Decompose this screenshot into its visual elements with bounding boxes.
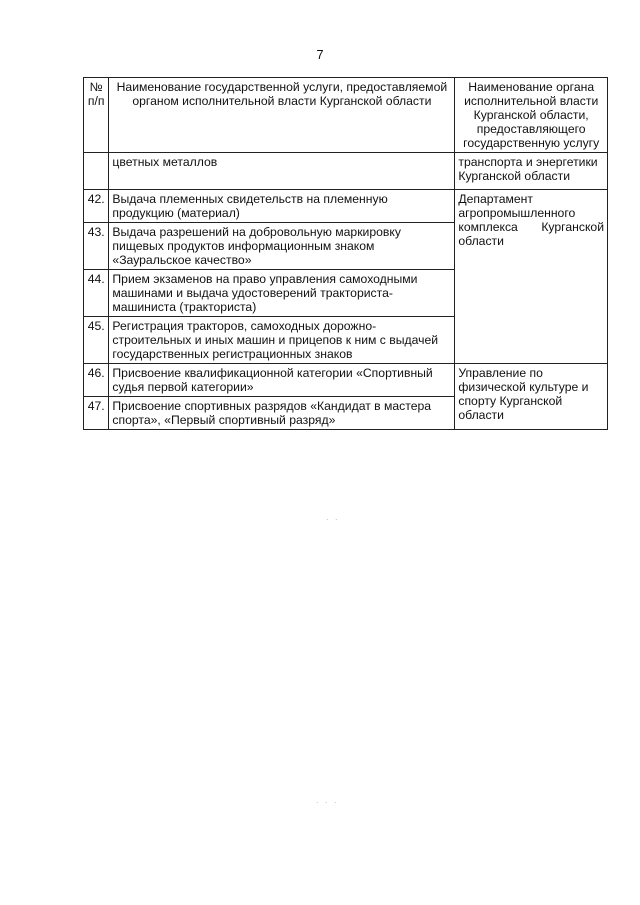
row-num: 47.: [84, 397, 109, 430]
row-num: 44.: [84, 270, 109, 317]
table-header-row: [84, 78, 608, 153]
row-service-name: цветных металлов: [109, 153, 455, 190]
row-service-name: Выдача разрешений на добровольную маркировку пищевых продуктов информационным знаком «Зауральское качество»: [109, 223, 455, 270]
row-num: 43.: [84, 223, 109, 270]
table-row: [84, 364, 608, 397]
services-table: [83, 77, 608, 430]
row-authority: Управление по физической культуре и спорту Курганской области: [455, 364, 608, 430]
row-service-name: Прием экзаменов на право управления самоходными машинами и выдача удостоверений тракториста-машиниста (тракториста): [109, 270, 455, 317]
page-number: 7: [316, 47, 324, 62]
row-service-name: Присвоение квалификационной категории «Спортивный судья первой категории»: [109, 364, 455, 397]
row-num: 42.: [84, 190, 109, 223]
row-num: 45.: [84, 317, 109, 364]
header-authority: Наименование органа исполнительной власти Курганской области, предоставляющего государственную услугу: [455, 78, 608, 153]
row-num: 46.: [84, 364, 109, 397]
scan-speck: . .: [326, 512, 340, 522]
table-row-continuation: [84, 153, 608, 190]
row-service-name: Выдача племенных свидетельств на племенную продукцию (материал): [109, 190, 455, 223]
header-num: № п/п: [84, 78, 109, 153]
row-service-name: Присвоение спортивных разрядов «Кандидат в мастера спорта», «Первый спортивный разряд»: [109, 397, 455, 430]
header-service-name: Наименование государственной услуги, предоставляемой органом исполнительной власти Курганской области: [109, 78, 455, 153]
row-num: [84, 153, 109, 190]
scan-speck: . . .: [316, 795, 339, 805]
table-row: [84, 190, 608, 223]
row-authority: транспорта и энергетики Курганской области: [455, 153, 608, 190]
row-authority: Департамент агропромышленного комплекса Курганской области: [455, 190, 608, 364]
row-service-name: Регистрация тракторов, самоходных дорожно-строительных и иных машин и прицепов к ним с выдачей государственных регистрационных знаков: [109, 317, 455, 364]
